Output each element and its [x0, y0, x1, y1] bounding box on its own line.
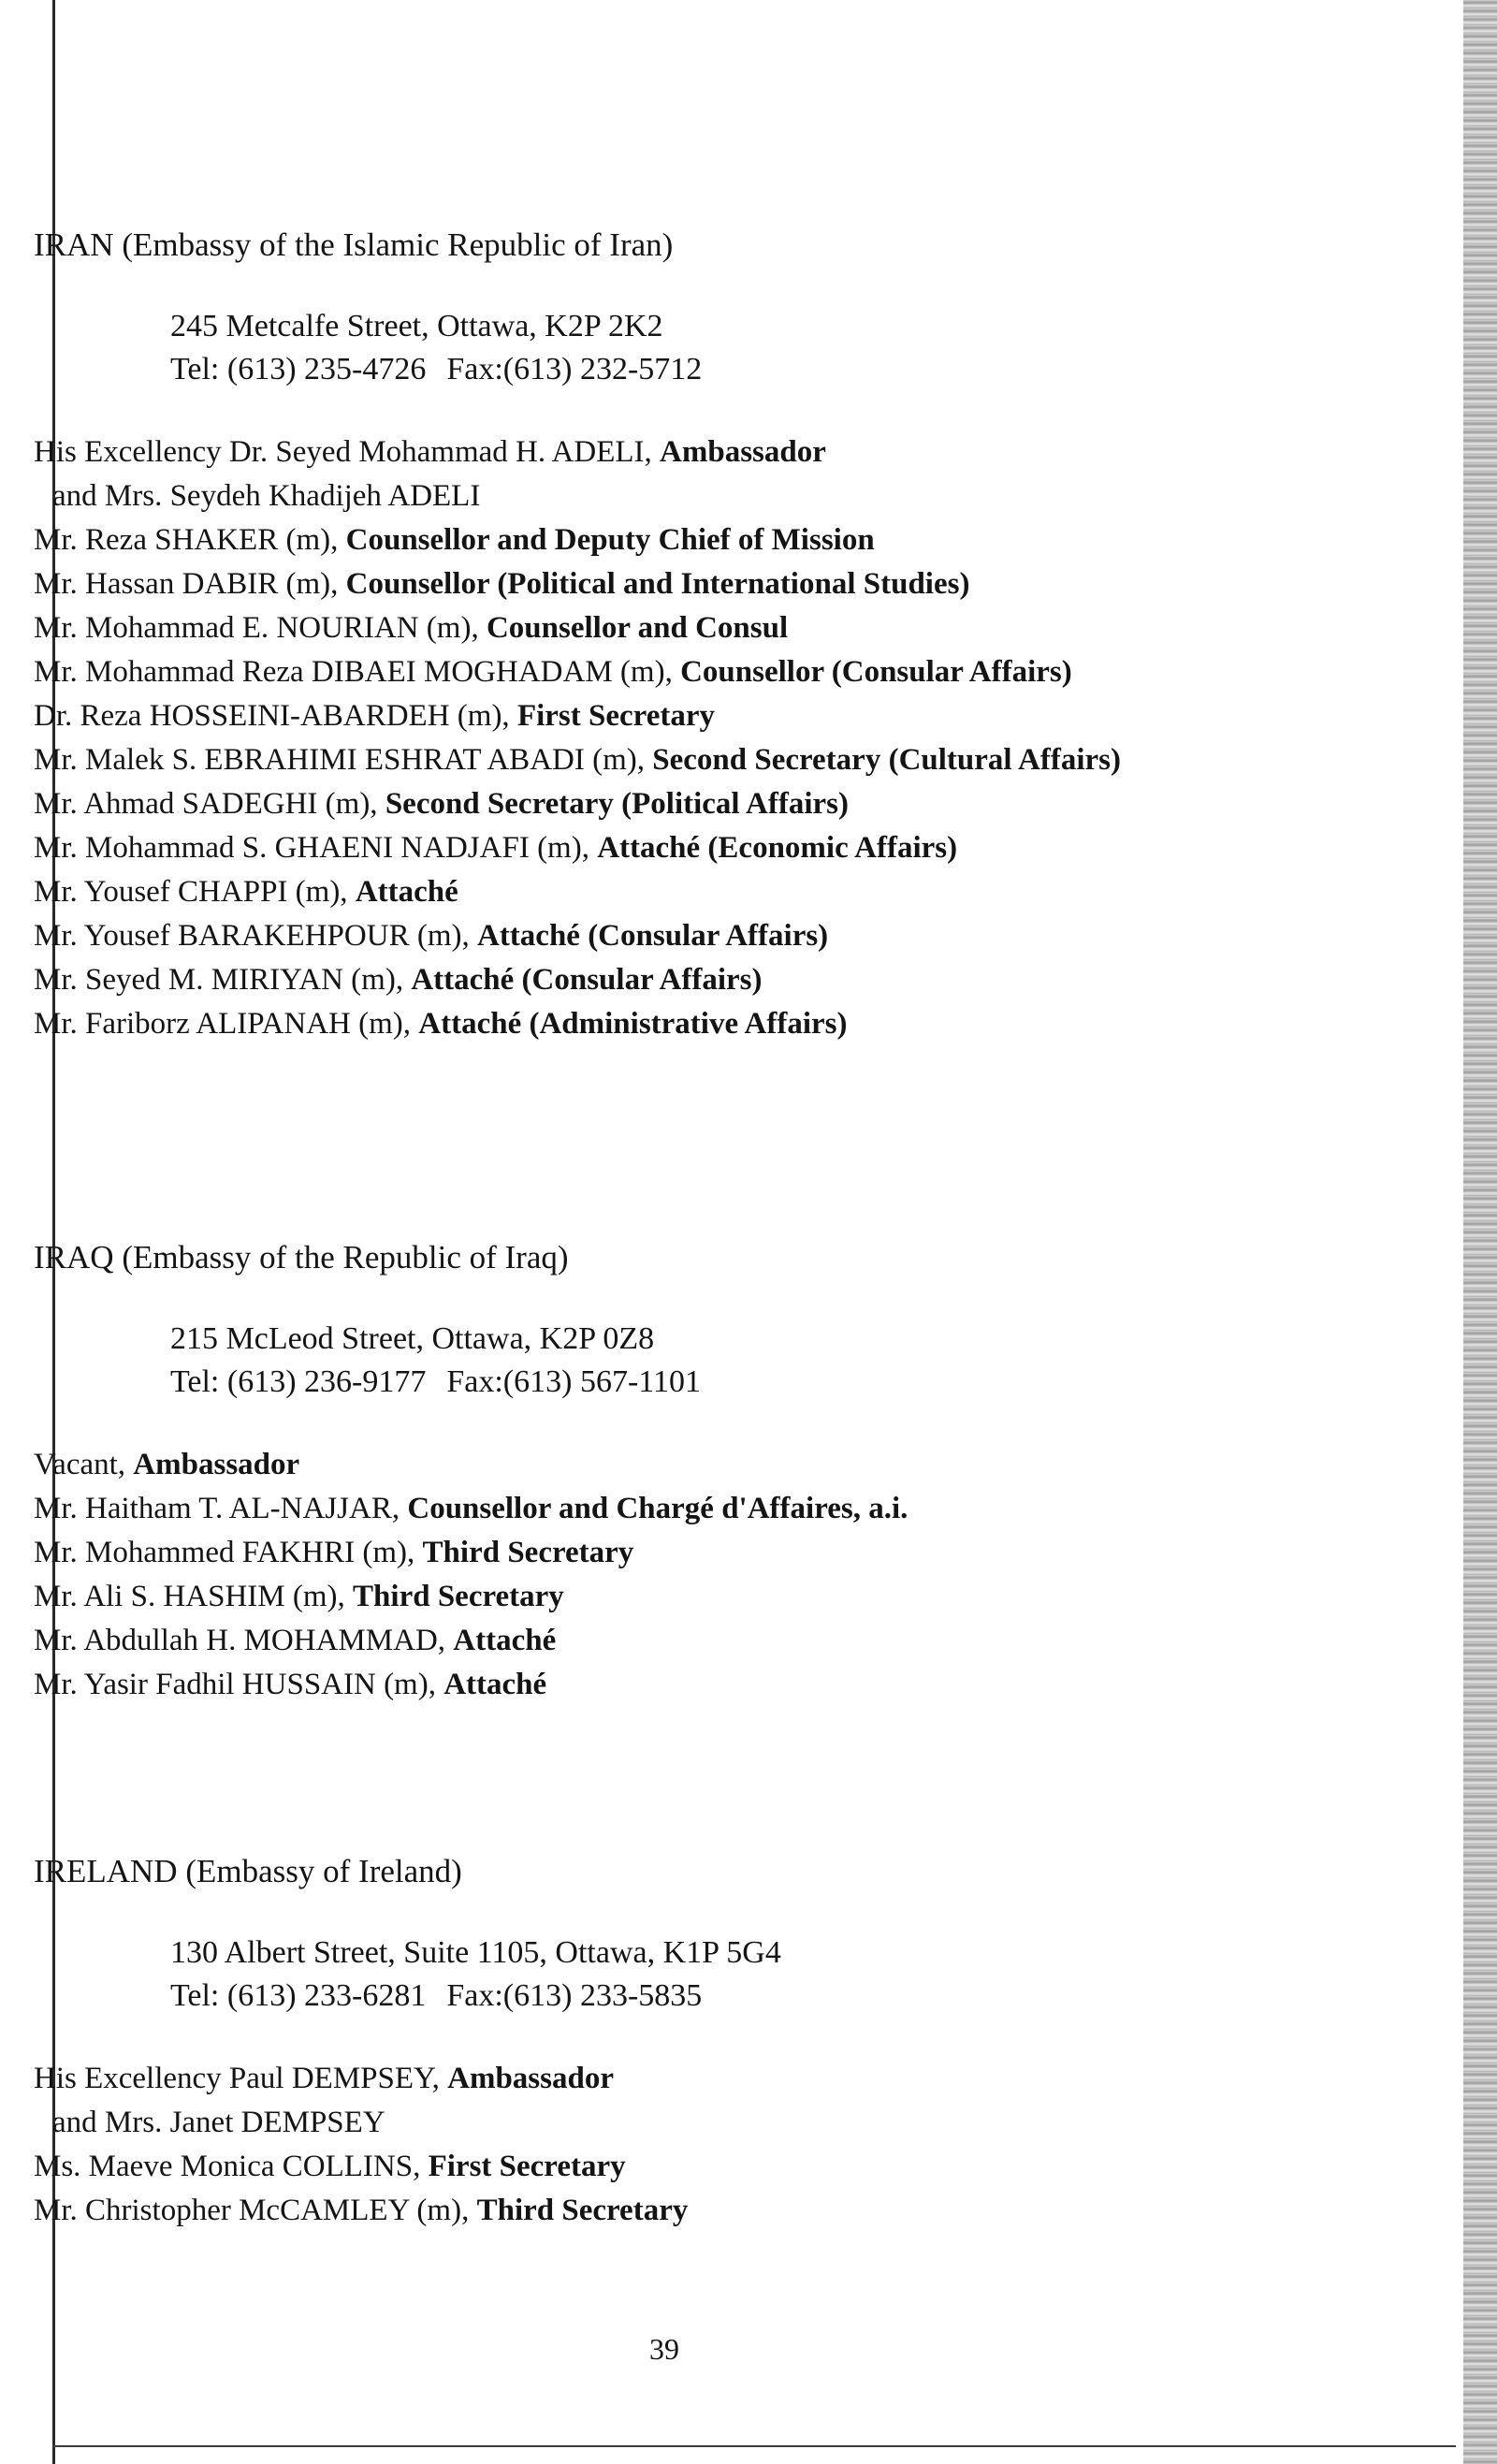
staff-entry: and Mrs. Seydeh Khadijeh ADELI	[52, 479, 481, 513]
country-name: IRAQ	[34, 1239, 114, 1276]
page-bottom-edge	[52, 2445, 1456, 2447]
staff-entry: Dr. Reza HOSSEINI-ABARDEH (m), First Secretary	[34, 699, 715, 733]
section-ireland	[34, 1851, 1418, 2233]
staff-entry: Mr. Yousef CHAPPI (m), Attaché	[34, 875, 458, 909]
staff-entry: Mr. Mohammad Reza DIBAEI MOGHADAM (m), Counsellor (Consular Affairs)	[34, 655, 1072, 689]
address-line: 245 Metcalfe Street, Ottawa, K2P 2K2	[170, 309, 663, 343]
staff-entry: Mr. Haitham T. AL-NAJJAR, Counsellor and Chargé d'Affaires, a.i.	[34, 1492, 908, 1525]
staff-entry: Mr. Seyed M. MIRIYAN (m), Attaché (Consular Affairs)	[34, 963, 763, 997]
staff-entry: Ms. Maeve Monica COLLINS, First Secretary	[34, 2150, 626, 2183]
staff-entry: His Excellency Dr. Seyed Mohammad H. ADELI, Ambassador	[34, 435, 826, 469]
phone-fax-line	[170, 1975, 1418, 2018]
page-number: 39	[649, 2332, 679, 2366]
staff-entry: Mr. Ahmad SADEGHI (m), Second Secretary (Political Affairs)	[34, 787, 849, 821]
address-line: 130 Albert Street, Suite 1105, Ottawa, K1P 5G4	[170, 1935, 781, 1970]
fax-number: Fax:(613) 567-1101	[446, 1364, 702, 1399]
staff-entry: and Mrs. Janet DEMPSEY	[52, 2106, 385, 2139]
embassy-name: (Embassy of Ireland)	[185, 1853, 462, 1889]
staff-entry: Mr. Malek S. EBRAHIMI ESHRAT ABADI (m), Second Secretary (Cultural Affairs)	[34, 743, 1121, 777]
staff-entry: Mr. Hassan DABIR (m), Counsellor (Political and International Studies)	[34, 567, 970, 601]
staff-entry: Mr. Abdullah H. MOHAMMAD, Attaché	[34, 1624, 557, 1657]
section-heading	[34, 1851, 1418, 1892]
fax-number: Fax:(613) 232-5712	[446, 352, 703, 386]
staff-entry: Mr. Mohammad E. NOURIAN (m), Counsellor and Consul	[34, 611, 789, 645]
address-line: 215 McLeod Street, Ottawa, K2P 0Z8	[170, 1321, 655, 1356]
tel-number: Tel: (613) 233-6281	[170, 1978, 427, 2013]
staff-list	[34, 2057, 1418, 2233]
section-heading	[34, 225, 1418, 266]
phone-fax-line	[170, 348, 1418, 391]
staff-entry: Mr. Yasir Fadhil HUSSAIN (m), Attaché	[34, 1668, 547, 1701]
staff-entry: Mr. Christopher McCAMLEY (m), Third Secretary	[34, 2194, 689, 2227]
staff-entry: Mr. Reza SHAKER (m), Counsellor and Deputy Chief of Mission	[34, 523, 875, 557]
staff-entry: Mr. Mohammad S. GHAENI NADJAFI (m), Attaché (Economic Affairs)	[34, 831, 958, 865]
staff-entry: Vacant, Ambassador	[34, 1448, 300, 1481]
staff-entry: Mr. Yousef BARAKEHPOUR (m), Attaché (Consular Affairs)	[34, 919, 829, 953]
section-heading	[34, 1237, 1418, 1278]
page-right-edge-scan-shadow	[1463, 0, 1497, 2464]
staff-list	[34, 430, 1418, 1046]
phone-fax-line	[170, 1361, 1418, 1404]
staff-entry: Mr. Mohammed FAKHRI (m), Third Secretary	[34, 1536, 634, 1569]
staff-entry: His Excellency Paul DEMPSEY, Ambassador	[34, 2062, 614, 2095]
section-iran	[34, 225, 1418, 1046]
fax-number: Fax:(613) 233-5835	[446, 1978, 703, 2013]
embassy-name: (Embassy of the Islamic Republic of Iran)	[122, 226, 674, 263]
embassy-name: (Embassy of the Republic of Iraq)	[122, 1239, 569, 1276]
staff-entry: Mr. Fariborz ALIPANAH (m), Attaché (Administrative Affairs)	[34, 1007, 848, 1041]
section-iraq	[34, 1237, 1418, 1707]
tel-number: Tel: (613) 235-4726	[170, 352, 427, 386]
staff-entry: Mr. Ali S. HASHIM (m), Third Secretary	[34, 1580, 564, 1613]
tel-number: Tel: (613) 236-9177	[170, 1364, 427, 1399]
country-name: IRELAND	[34, 1853, 178, 1889]
country-name: IRAN	[34, 226, 114, 263]
staff-list	[34, 1443, 1418, 1707]
